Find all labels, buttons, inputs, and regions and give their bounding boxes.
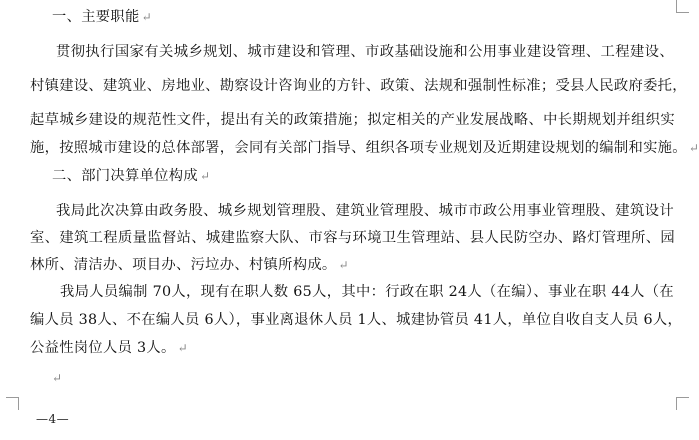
page-corner-mark-bottom-left [6, 397, 19, 410]
p1-line-3: 起草城乡建设的规范性文件，提出有关的政策措施；拟定相关的产业发展战略、中长期规划并组织实 [30, 112, 675, 128]
p1-line-1: 贯彻执行国家有关城乡规划、城市建设和管理、市政基础设施和公用事业建设管理、工程建设、 [56, 44, 674, 60]
p1-line-4: 施，按照城市建设的总体部署，会同有关部门指导、组织各项专业规划及近期建设规划的编制和实施。 ↵ [30, 140, 699, 156]
p2-line-1: 我局此次决算由政务股、城乡规划管理股、建筑业管理股、城市市政公用事业管理股、建筑设计 [56, 203, 674, 219]
p2-line-3: 林所、清洁办、项目办、污垃办、村镇所构成。 ↵ [30, 257, 349, 273]
p3-line-3: 公益性岗位人员 3人。 ↵ [30, 340, 188, 356]
p3-line-1: 我局人员编制 70人，现有在职人数 65人，其中：行政在职 24人（在编）、事业在职 44人（在 [60, 284, 674, 300]
p2-line-2: 室、建筑工程质量监督站、城建监察大队、市容与环境卫生管理站、县人民防空办、路灯管理所、园 [30, 230, 675, 246]
p1-line-2: 村镇建设、建筑业、房地业、勘察设计咨询业的方针、政策、法规和强制性标准；受县人民政府委托， [30, 78, 687, 94]
heading-main-functions: 一、主要职能 ↵ [52, 9, 152, 25]
page-corner-mark-bottom-right [676, 397, 689, 410]
empty-paragraph: ↵ [52, 371, 63, 385]
heading-department-units: 二、部门决算单位构成 ↵ [52, 168, 211, 184]
page-number: —4— [36, 412, 70, 426]
p3-line-2: 编人员 38人、不在编人员 6人），事业离退休人员 1人、城建协管员 41人，单位自收自支人员 6人， [30, 312, 683, 328]
